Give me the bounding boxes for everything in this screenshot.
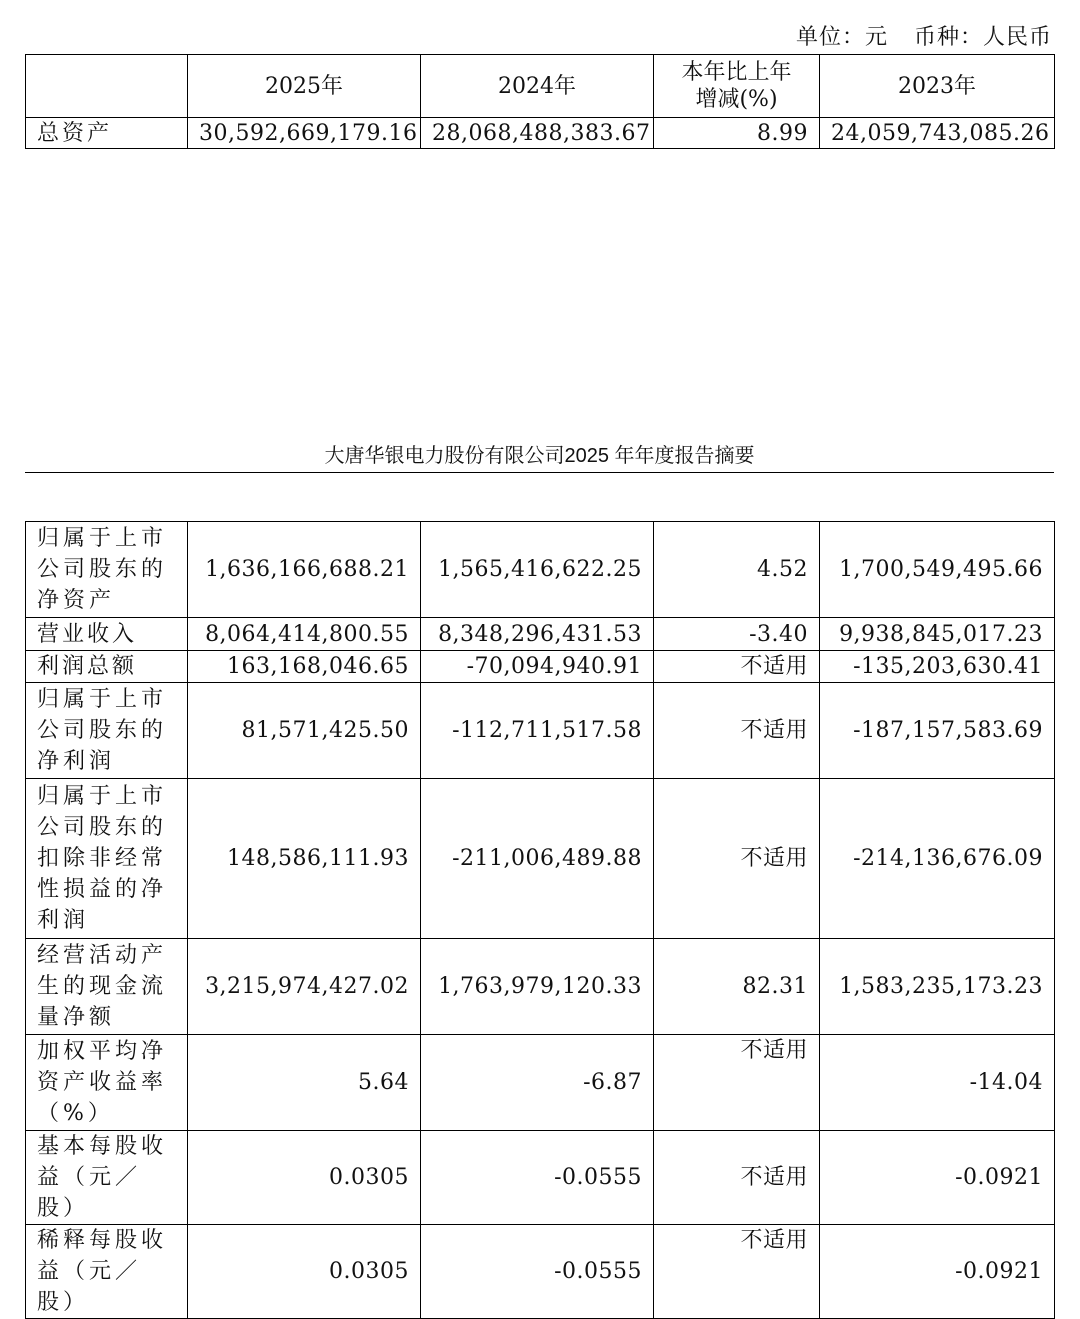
page-header: 大唐华银电力股份有限公司2025 年年度报告摘要 [25,443,1054,473]
table-row [26,522,1055,618]
value-2024: -112,711,517.58 [421,683,654,779]
value-change: 82.31 [654,939,820,1035]
financial-rows [26,522,1055,1319]
value-2024: 28,068,488,383.67 [421,118,654,149]
value-2023: -214,136,676.09 [820,779,1055,939]
value-2025: 1,636,166,688.21 [188,522,421,618]
header-change-line2: 增减(%) [695,87,778,112]
value-2025: 5.64 [188,1035,421,1131]
value-2025: 3,215,974,427.02 [188,939,421,1035]
value-change: 不适用 [654,1035,820,1131]
header-label-cell [26,55,188,118]
currency-label: 币种：人民币 [913,25,1052,50]
value-2024: -0.0555 [421,1225,654,1319]
value-change: 不适用 [654,1225,820,1319]
unit-currency-line [796,20,1052,51]
value-2024: 1,565,416,622.25 [421,522,654,618]
value-change: 不适用 [654,779,820,939]
value-2023: 1,583,235,173.23 [820,939,1055,1035]
row-label: 归属于上市公司股东的扣除非经常性损益的净利润 [26,779,188,939]
row-label: 归属于上市公司股东的净利润 [26,683,188,779]
table-row [26,118,1055,149]
value-2023: 9,938,845,017.23 [820,618,1055,651]
row-label: 利润总额 [26,651,188,683]
value-2023: 1,700,549,495.66 [820,522,1055,618]
value-2025: 8,064,414,800.55 [188,618,421,651]
table-row [26,1225,1055,1319]
header-change [654,55,820,118]
table-row [26,683,1055,779]
row-label: 归属于上市公司股东的净资产 [26,522,188,618]
table-row [26,1035,1055,1131]
value-2024: -211,006,489.88 [421,779,654,939]
value-2024: 8,348,296,431.53 [421,618,654,651]
table-row [26,1131,1055,1225]
table-row [26,779,1055,939]
value-change: 8.99 [654,118,820,149]
value-2025: 81,571,425.50 [188,683,421,779]
value-2024: 1,763,979,120.33 [421,939,654,1035]
value-2023: -187,157,583.69 [820,683,1055,779]
row-label: 经营活动产生的现金流量净额 [26,939,188,1035]
row-label: 营业收入 [26,618,188,651]
value-2023: -14.04 [820,1035,1055,1131]
value-change: 不适用 [654,651,820,683]
value-change: -3.40 [654,618,820,651]
table-row [26,618,1055,651]
unit-label: 单位：元 [795,25,888,50]
value-2023: -0.0921 [820,1225,1055,1319]
value-2024: -70,094,940.91 [421,651,654,683]
value-2023: 24,059,743,085.26 [820,118,1055,149]
value-2024: -0.0555 [421,1131,654,1225]
row-label: 基本每股收益（元／股） [26,1131,188,1225]
value-change: 不适用 [654,1131,820,1225]
value-2023: -135,203,630.41 [820,651,1055,683]
header-change-line1: 本年比上年 [681,60,792,85]
financial-indicators-table [25,521,1055,1319]
value-2024: -6.87 [421,1035,654,1131]
row-label: 总资产 [26,118,188,149]
value-change: 不适用 [654,683,820,779]
value-2025: 163,168,046.65 [188,651,421,683]
value-2025: 0.0305 [188,1225,421,1319]
header-2025: 2025年 [188,55,421,118]
table-row [26,651,1055,683]
total-assets-table [25,54,1055,149]
header-2023: 2023年 [820,55,1055,118]
table-header-row [26,55,1055,118]
value-2025: 30,592,669,179.16 [188,118,421,149]
header-2024: 2024年 [421,55,654,118]
value-2023: -0.0921 [820,1131,1055,1225]
row-label: 加权平均净资产收益率（%） [26,1035,188,1131]
table-row [26,939,1055,1035]
value-2025: 148,586,111.93 [188,779,421,939]
row-label: 稀释每股收益（元／股） [26,1225,188,1319]
value-change: 4.52 [654,522,820,618]
value-2025: 0.0305 [188,1131,421,1225]
